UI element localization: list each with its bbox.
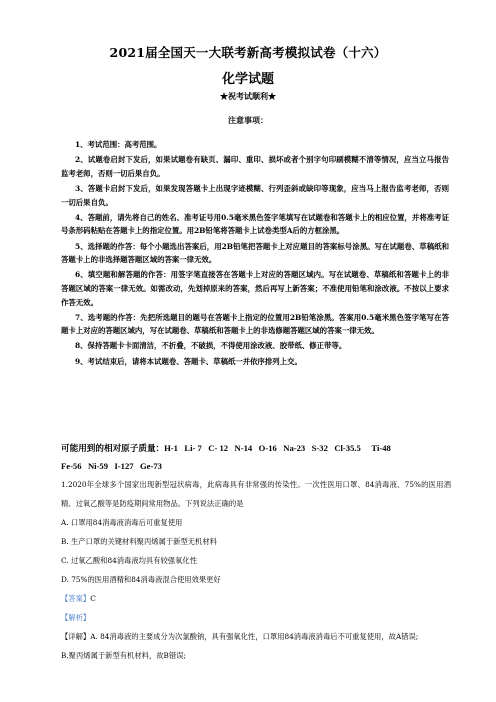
- notice-item: 4、答题前，请先将自己的姓名、准考证号用0.5毫米黑色签字笔填写在试题卷和答题卡上的相应位置，并将准考证号条形码粘贴在答题卡上的指定位置。用2B铅笔将答题卡上试卷类型A后的方框涂黑。: [61, 212, 449, 236]
- notice-heading: 注意事项：: [228, 115, 268, 125]
- answer-value: C: [90, 594, 96, 603]
- atomic-masses-line: 可能用到的相对原子质量：H-1 Li- 7 C- 12 N-14 O-16 Na-23 S-32 Cl-35.5 Ti-48: [61, 443, 391, 453]
- notice-list: [61, 138, 449, 370]
- notice-item: 9、考试结束后，请将本试题卷、答题卡、草稿纸一并依序排列上交。: [75, 356, 302, 366]
- answer-line: [61, 589, 451, 608]
- exam-subject: 化学试题: [221, 72, 274, 87]
- notice-item: 1、考试范围：高考范围。: [75, 140, 162, 149]
- notice-item: 8、保持答题卡卡面清洁，不折叠，不破损，不得使用涂改液、胶带纸、修正带等。: [75, 341, 347, 351]
- option-c: C. 过氧乙酸和84消毒液均具有较强氧化性: [61, 556, 197, 565]
- notice-item: 2、试题卷启封下发后，如果试题卷有缺页、漏印、重印、损坏或者个别字句印刷模糊不清等情况，应当立马报告监考老师，否则一切后果自负。: [61, 155, 449, 178]
- question-stem: 1.2020年全球多个国家出现新型冠状病毒，此病毒具有非常强的传染性。一次性医用口罩、84消毒液、75%的医用酒精、过氧乙酸等是防疫期间常用物品。下列说法正确的是: [61, 480, 451, 508]
- detail-tag: 【详解】: [61, 632, 91, 641]
- question-block: [61, 475, 451, 665]
- analysis-line: [61, 608, 451, 627]
- detail-line-a: [61, 627, 451, 646]
- detail-line-b: B.聚丙烯属于新型有机材料，故B错误;: [61, 651, 186, 660]
- analysis-tag: 【解析】: [61, 613, 91, 622]
- answer-tag: 【答案】: [61, 594, 91, 603]
- notice-item: 6、填空题和解答题的作答：用签字笔直接答在答题卡上对应的答题区域内。写在试题卷、草稿纸和答题卡上的非答题区域的答案一律无效。如需改动，先划掉原来的答案，然后再写上新答案；不准使用铅笔和涂改液。不按以上要求作答无效。: [61, 270, 449, 307]
- detail-a-text: A. 84消毒液的主要成分为次氯酸钠，具有强氧化性，口罩用84消毒液消毒后不可重复使用，故A错误;: [90, 632, 419, 641]
- notice-item: 3、答题卡启封下发后，如果发现答题卡上出现字迹模糊、行列歪斜或缺印等现象，应当马上报告监考老师，否则一切后果自负。: [61, 183, 449, 207]
- exam-title: 2021届全国天一大联考新高考模拟试卷（十六）: [109, 45, 387, 60]
- exam-organization: ★祝考试顺利★: [220, 91, 276, 101]
- option-a: A. 口罩用84消毒液消毒后可重复使用: [61, 518, 183, 527]
- atomic-masses-line: Fe-56 Ni-59 I-127 Ge-73: [61, 461, 162, 471]
- notice-item: 5、选择题的作答：每个小题选出答案后，用2B铅笔把答题卡上对应题目的答案标号涂黑。写在试题卷、草稿纸和答题卡上的非选择题答题区域的答案一律无效。: [61, 241, 449, 265]
- atomic-masses: [61, 439, 461, 475]
- notice-item: 7、选考题的作答：先把所选题目的题号在答题卡上指定的位置用2B铅笔涂黑。答案用0.5毫米黑色签字笔写在答题卡上对应的答题区域内，写在试题卷、草稿纸和答题卡上的非选修题答题区域的答案一律无效。: [61, 312, 449, 336]
- option-d: D. 75%的医用酒精和84消毒液混合使用效果更好: [61, 575, 221, 584]
- option-b: B. 生产口罩的关键材料聚丙烯属于新型无机材料: [61, 537, 217, 546]
